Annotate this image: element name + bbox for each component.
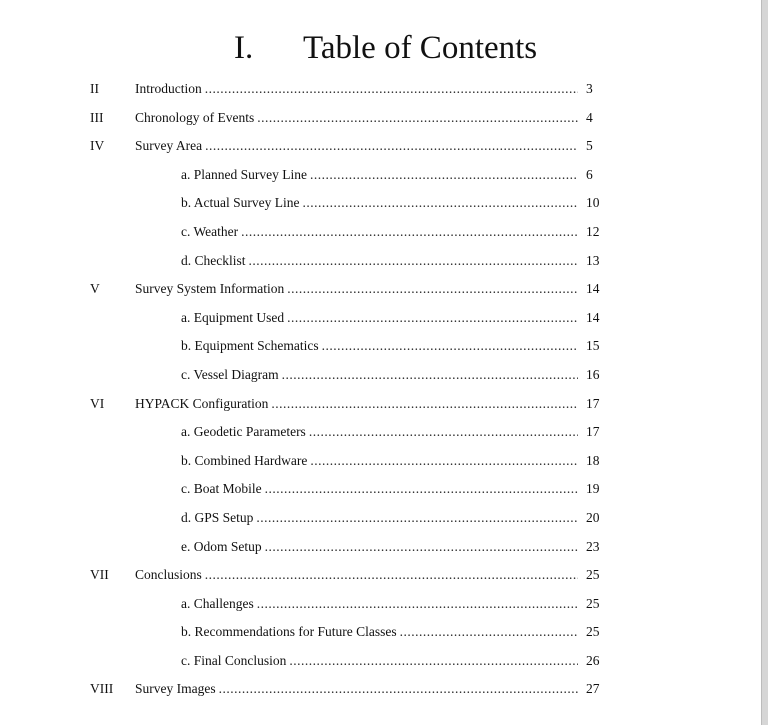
dot-leader [310,161,578,190]
dot-leader [257,104,578,133]
toc-entry [181,618,578,647]
page-number: 17 [586,424,600,440]
entry-label: b. Equipment Schematics [181,338,319,354]
entry-label: e. Odom Setup [181,538,262,554]
dot-leader [256,504,578,533]
toc-row[interactable] [0,618,768,647]
page-number: 14 [586,281,600,297]
page-number: 26 [586,652,600,668]
dot-leader [265,475,578,504]
entry-label: c. Weather [181,223,239,239]
entry-label: a. Equipment Used [181,309,285,325]
dot-leader [257,590,578,619]
toc-entry [181,218,578,247]
dot-leader [205,561,578,590]
toc-entry [181,533,578,562]
dot-leader [309,418,578,447]
section-numeral: VI [90,395,105,411]
toc-row[interactable] [0,390,768,419]
page-title [0,26,768,70]
toc-row[interactable] [0,161,768,190]
dot-leader [265,533,578,562]
dot-leader [287,304,578,333]
page-number: 19 [586,481,600,497]
entry-label: Chronology of Events [135,109,255,125]
page-number: 20 [586,509,600,525]
dot-leader [289,647,578,676]
entry-label: c. Final Conclusion [181,652,287,668]
entry-label: Introduction [135,81,202,96]
page-number: 25 [586,567,600,583]
dot-leader [271,390,578,419]
entry-label: Survey System Information [135,281,285,297]
section-numeral: VIII [90,681,114,697]
dot-leader [287,275,578,304]
dot-leader [205,75,578,104]
toc-entry [181,189,578,218]
entry-label: b. Recommendations for Future Classes [181,624,397,640]
toc-entry [181,332,578,361]
page-number: 18 [586,452,600,468]
page-number: 5 [586,138,593,154]
toc-entry [181,361,578,390]
toc-entry [181,247,578,276]
toc-row[interactable] [0,247,768,276]
section-numeral: VII [90,567,109,583]
page-number: 23 [586,538,600,554]
entry-label: b. Actual Survey Line [181,195,300,211]
entry-label: Survey Area [135,138,203,154]
dot-leader [282,361,578,390]
toc-row[interactable] [0,675,768,704]
section-numeral: II [90,81,99,96]
entry-label: a. Geodetic Parameters [181,424,306,440]
page-number: 25 [586,595,600,611]
dot-leader [322,332,578,361]
entry-label: a. Challenges [181,595,254,611]
entry-label: Conclusions [135,567,202,583]
toc-row[interactable] [0,475,768,504]
dot-leader [310,447,578,476]
toc-entry [135,104,578,133]
page-number: 10 [586,195,600,211]
toc-row[interactable] [0,561,768,590]
toc-row[interactable] [0,275,768,304]
toc-row[interactable] [0,218,768,247]
section-numeral: IV [90,138,105,154]
page-number: 27 [586,681,600,697]
dot-leader [249,247,579,276]
page-number: 13 [586,252,600,268]
page-number: 25 [586,624,600,640]
toc-entry [135,675,578,704]
entry-label: b. Combined Hardware [181,452,308,468]
page-number: 17 [586,395,600,411]
toc-row[interactable] [0,75,768,104]
toc-entry [181,475,578,504]
toc-row[interactable] [0,418,768,447]
entry-label: d. GPS Setup [181,509,254,525]
entry-label: HYPACK Configuration [135,395,269,411]
page-number: 15 [586,338,600,354]
title-text: Table of Contents [303,30,538,66]
entry-label: c. Boat Mobile [181,481,262,497]
page-number: 6 [586,166,593,182]
dot-leader [302,189,578,218]
toc-entry [181,161,578,190]
toc-row[interactable] [0,332,768,361]
toc-row[interactable] [0,304,768,333]
dot-leader [205,132,578,161]
toc-entry [181,418,578,447]
page-edge-divider [761,0,768,725]
toc-entry [135,75,578,104]
toc-entry [181,504,578,533]
page-number: 16 [586,366,600,382]
toc-row[interactable] [0,189,768,218]
entry-label: Survey Images [135,681,216,697]
toc-entry [135,561,578,590]
page-number: 12 [586,223,600,239]
toc-row[interactable] [0,132,768,161]
page-number: 14 [586,309,600,325]
toc-row[interactable] [0,361,768,390]
toc-row[interactable] [0,104,768,133]
entry-label: a. Planned Survey Line [181,166,307,182]
toc-row[interactable] [0,647,768,676]
toc-row[interactable] [0,533,768,562]
section-numeral: III [90,109,104,125]
toc-entry [135,390,578,419]
section-numeral: V [90,281,100,297]
toc-entry [181,447,578,476]
toc-entry [135,275,578,304]
entry-label: c. Vessel Diagram [181,366,279,382]
table-of-contents [0,75,768,704]
toc-entry [181,590,578,619]
page-number: 4 [586,109,593,125]
toc-entry [135,132,578,161]
toc-row[interactable] [0,590,768,619]
toc-entry [181,304,578,333]
title-number: I. [234,30,254,66]
entry-label: d. Checklist [181,252,246,268]
dot-leader [219,675,578,704]
page-number: 3 [586,81,593,96]
toc-row[interactable] [0,504,768,533]
toc-row[interactable] [0,447,768,476]
toc-entry [181,647,578,676]
dot-leader [241,218,578,247]
dot-leader [400,618,578,647]
